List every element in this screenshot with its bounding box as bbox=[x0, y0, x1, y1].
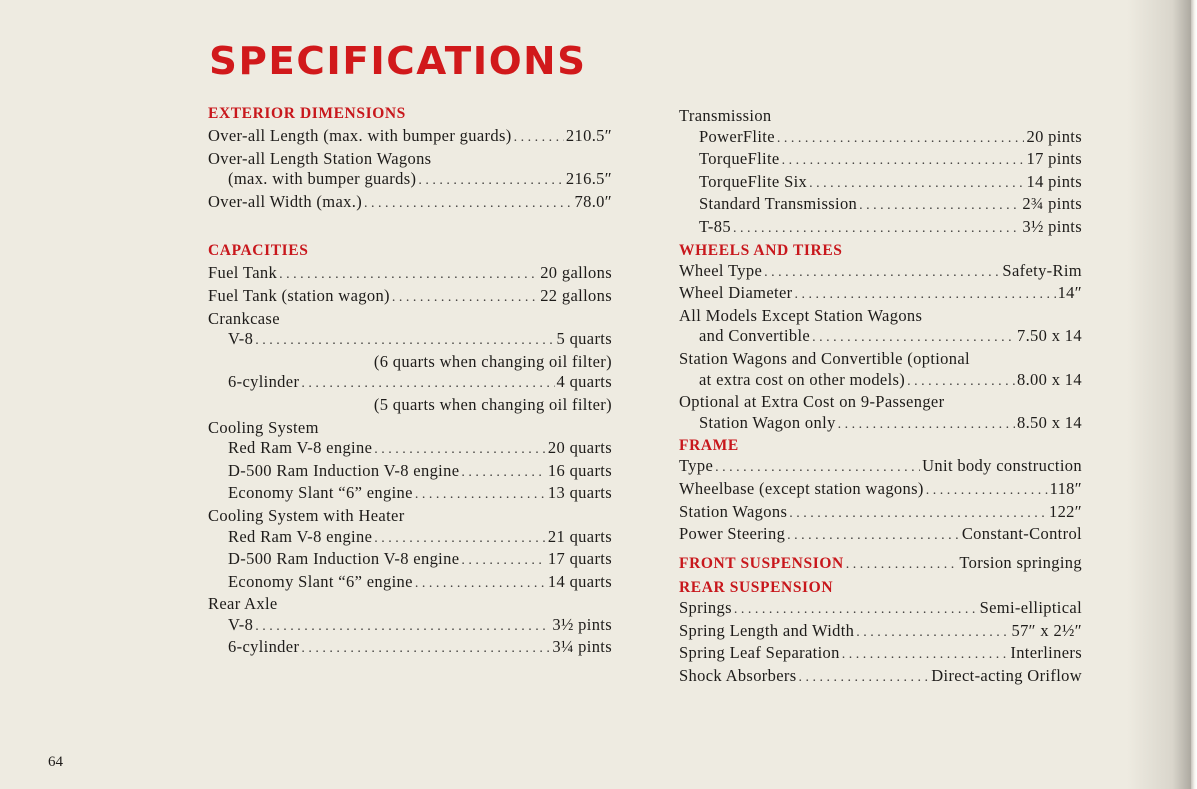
spec-label: 6-cylinder bbox=[228, 372, 300, 392]
spec-label: Over-all Length (max. with bumper guards) bbox=[208, 126, 512, 145]
spec-value: 17 quarts bbox=[547, 549, 612, 569]
leader-dots bbox=[715, 458, 920, 479]
spec-row bbox=[208, 286, 612, 309]
spec-row bbox=[679, 261, 1082, 284]
spec-label: Rear Axle bbox=[208, 594, 278, 614]
spec-value: 14 quarts bbox=[547, 571, 612, 591]
spec-row bbox=[679, 598, 1082, 621]
spec-label: Cooling System with Heater bbox=[208, 505, 405, 525]
leader-dots bbox=[764, 263, 1000, 284]
spec-row bbox=[208, 461, 612, 484]
spec-row bbox=[208, 483, 612, 506]
spec-label: 6-cylinder bbox=[228, 637, 300, 657]
spec-row bbox=[679, 524, 1082, 547]
spec-label: Standard Transmission bbox=[699, 194, 858, 214]
spec-label: Wheel Diameter bbox=[679, 283, 793, 303]
spec-row bbox=[208, 615, 612, 638]
leader-dots bbox=[907, 372, 1015, 393]
spec-label: Cooling System bbox=[208, 417, 319, 437]
spec-value: 3¼ pints bbox=[552, 637, 612, 657]
spec-value: 14 pints bbox=[1026, 171, 1082, 191]
spec-label: Over-all Length Station Wagons bbox=[208, 148, 432, 168]
section-heading-exterior-dimensions: EXTERIOR DIMENSIONS bbox=[208, 105, 406, 122]
leader-dots bbox=[418, 171, 564, 192]
spec-value: 20 gallons bbox=[540, 263, 612, 283]
spec-value: 5 quarts bbox=[556, 329, 612, 349]
leader-dots bbox=[301, 374, 554, 395]
spec-value: Interliners bbox=[1010, 643, 1082, 663]
spec-label: Spring Length and Width bbox=[679, 620, 855, 640]
spec-label: TorqueFlite bbox=[699, 149, 780, 169]
spec-row bbox=[679, 306, 1082, 327]
spec-label: Red Ram V-8 engine bbox=[228, 526, 373, 546]
leader-dots bbox=[374, 440, 546, 461]
leader-dots bbox=[794, 285, 1055, 306]
right-column bbox=[679, 106, 1082, 689]
spec-label: Shock Absorbers bbox=[679, 666, 797, 686]
page-edge bbox=[1191, 0, 1197, 789]
spec-value: 22 gallons bbox=[540, 285, 612, 305]
spec-value: 3½ pints bbox=[1022, 216, 1082, 236]
leader-dots bbox=[461, 551, 546, 572]
spec-row bbox=[208, 372, 612, 395]
spec-row bbox=[208, 149, 612, 170]
page-title: SPECIFICATIONS bbox=[209, 39, 587, 83]
leader-dots bbox=[461, 463, 546, 484]
spec-row bbox=[208, 329, 612, 352]
spec-label: D-500 Ram Induction V-8 engine bbox=[228, 460, 460, 480]
spec-row bbox=[679, 643, 1082, 666]
spec-value: 216.5″ bbox=[565, 169, 612, 189]
spec-label: Optional at Extra Cost on 9-Passenger bbox=[679, 392, 945, 412]
spec-label: Transmission bbox=[679, 106, 772, 125]
spec-label: (max. with bumper guards) bbox=[228, 169, 417, 189]
spec-label: V-8 bbox=[228, 329, 254, 349]
leader-dots bbox=[301, 639, 550, 660]
leader-dots bbox=[838, 415, 1015, 436]
spec-value: 57″ x 2½″ bbox=[1011, 620, 1082, 640]
spec-value: 2¾ pints bbox=[1022, 194, 1082, 214]
spec-label: Springs bbox=[679, 598, 732, 618]
section-front-suspension bbox=[679, 553, 1082, 576]
section-heading-wheels-and-tires: WHEELS AND TIRES bbox=[679, 241, 843, 259]
page-gutter-shadow bbox=[1127, 0, 1197, 789]
spec-row bbox=[208, 263, 612, 286]
spec-row bbox=[679, 349, 1082, 370]
spec-row bbox=[208, 572, 612, 595]
leader-dots bbox=[733, 219, 1020, 240]
spec-value: 8.50 x 14 bbox=[1016, 412, 1082, 432]
spec-label: Station Wagons bbox=[679, 501, 788, 521]
leader-dots bbox=[255, 617, 550, 638]
spec-value: Semi-elliptical bbox=[979, 598, 1082, 618]
spec-value: 3½ pints bbox=[552, 614, 612, 634]
spec-value: Direct-acting Oriflow bbox=[931, 666, 1082, 686]
leader-dots bbox=[364, 194, 572, 215]
section-heading-rear-suspension: REAR SUSPENSION bbox=[679, 579, 834, 597]
leader-dots bbox=[415, 485, 546, 506]
spec-row bbox=[679, 172, 1082, 195]
spec-row bbox=[208, 192, 612, 215]
section-heading-front-suspension: FRONT SUSPENSION bbox=[679, 554, 844, 572]
spec-value: 118″ bbox=[1049, 478, 1082, 498]
spec-row bbox=[208, 126, 612, 149]
leader-dots bbox=[415, 574, 546, 595]
spec-row bbox=[679, 194, 1082, 217]
leader-dots bbox=[799, 668, 930, 689]
leader-dots bbox=[392, 288, 538, 309]
page-number: 64 bbox=[48, 754, 63, 770]
leader-dots bbox=[846, 555, 958, 576]
spec-row bbox=[208, 594, 612, 615]
spec-value: 13 quarts bbox=[547, 483, 612, 503]
spec-label: Station Wagons and Convertible (optional bbox=[679, 348, 970, 368]
spec-row bbox=[208, 438, 612, 461]
spec-label: Economy Slant “6” engine bbox=[228, 571, 413, 591]
spec-value: 20 pints bbox=[1026, 126, 1082, 146]
section-heading-capacities: CAPACITIES bbox=[208, 242, 309, 260]
spec-label: V-8 bbox=[228, 614, 254, 634]
section-heading-frame: FRAME bbox=[679, 437, 739, 455]
spec-row bbox=[208, 549, 612, 572]
spec-row bbox=[679, 149, 1082, 172]
spec-label: Fuel Tank (station wagon) bbox=[208, 285, 390, 305]
spec-row bbox=[679, 666, 1082, 689]
leader-dots bbox=[734, 600, 978, 621]
spec-row bbox=[208, 169, 612, 192]
spec-label: Power Steering bbox=[679, 524, 786, 544]
spec-value: 4 quarts bbox=[556, 372, 612, 392]
spec-value: Constant-Control bbox=[961, 524, 1082, 544]
spec-row bbox=[679, 502, 1082, 525]
spec-row bbox=[208, 309, 612, 330]
spec-label: TorqueFlite Six bbox=[699, 171, 808, 191]
leader-dots bbox=[514, 128, 564, 149]
leader-dots bbox=[777, 129, 1025, 150]
spec-row bbox=[679, 456, 1082, 479]
spec-row bbox=[679, 621, 1082, 644]
spec-value: 20 quarts bbox=[547, 438, 612, 458]
spec-label: Spring Leaf Separation bbox=[679, 643, 840, 663]
spec-note bbox=[208, 352, 612, 373]
spec-label: All Models Except Station Wagons bbox=[679, 305, 923, 325]
spec-row bbox=[679, 127, 1082, 150]
spec-row bbox=[208, 527, 612, 550]
spec-value: Safety-Rim bbox=[1002, 260, 1082, 280]
spec-value: (6 quarts when changing oil filter) bbox=[373, 351, 612, 371]
spec-row bbox=[679, 392, 1082, 413]
spec-row bbox=[208, 506, 612, 527]
spec-value: 21 quarts bbox=[547, 526, 612, 546]
leader-dots bbox=[787, 526, 960, 547]
leader-dots bbox=[812, 328, 1015, 349]
left-column bbox=[208, 103, 612, 660]
spec-row bbox=[679, 479, 1082, 502]
leader-dots bbox=[255, 331, 554, 352]
spec-value: 8.00 x 14 bbox=[1016, 369, 1082, 389]
spec-row bbox=[679, 370, 1082, 393]
spec-label: and Convertible bbox=[699, 326, 811, 346]
leader-dots bbox=[842, 645, 1009, 666]
spec-row bbox=[679, 217, 1082, 240]
spec-value: Unit body construction bbox=[922, 456, 1082, 476]
spec-value: (5 quarts when changing oil filter) bbox=[373, 394, 612, 414]
spec-label: Crankcase bbox=[208, 308, 280, 328]
spec-label: Wheelbase (except station wagons) bbox=[679, 478, 924, 498]
spec-value: 122″ bbox=[1048, 501, 1082, 521]
leader-dots bbox=[789, 504, 1047, 525]
leader-dots bbox=[782, 151, 1025, 172]
spec-label: Over-all Width (max.) bbox=[208, 191, 363, 211]
leader-dots bbox=[856, 623, 1009, 644]
spec-row bbox=[208, 418, 612, 439]
spec-value: 210.5″ bbox=[565, 126, 612, 145]
spec-label: T-85 bbox=[699, 216, 731, 236]
spec-value: 16 quarts bbox=[547, 460, 612, 480]
spec-label: Red Ram V-8 engine bbox=[228, 438, 373, 458]
spec-row bbox=[679, 413, 1082, 436]
spec-label: Wheel Type bbox=[679, 260, 763, 280]
spec-row bbox=[208, 637, 612, 660]
spec-note bbox=[208, 395, 612, 416]
spec-value: 7.50 x 14 bbox=[1016, 326, 1082, 346]
spec-label: Type bbox=[679, 456, 714, 476]
leader-dots bbox=[809, 174, 1024, 195]
spec-row bbox=[679, 283, 1082, 306]
spec-value: Torsion springing bbox=[959, 552, 1082, 572]
spec-label: Economy Slant “6” engine bbox=[228, 483, 413, 503]
spec-label: D-500 Ram Induction V-8 engine bbox=[228, 549, 460, 569]
spec-value: 78.0″ bbox=[574, 191, 612, 211]
leader-dots bbox=[859, 196, 1020, 217]
spec-label: at extra cost on other models) bbox=[699, 369, 906, 389]
spec-row bbox=[679, 326, 1082, 349]
leader-dots bbox=[926, 481, 1048, 502]
spec-value: 14″ bbox=[1057, 283, 1082, 303]
leader-dots bbox=[374, 529, 546, 550]
subsection-heading-transmission bbox=[679, 106, 1082, 127]
leader-dots bbox=[279, 265, 538, 286]
spec-value: 17 pints bbox=[1026, 149, 1082, 169]
spec-label: Fuel Tank bbox=[208, 263, 278, 283]
spec-label: PowerFlite bbox=[699, 126, 775, 146]
spec-label: Station Wagon only bbox=[699, 412, 836, 432]
